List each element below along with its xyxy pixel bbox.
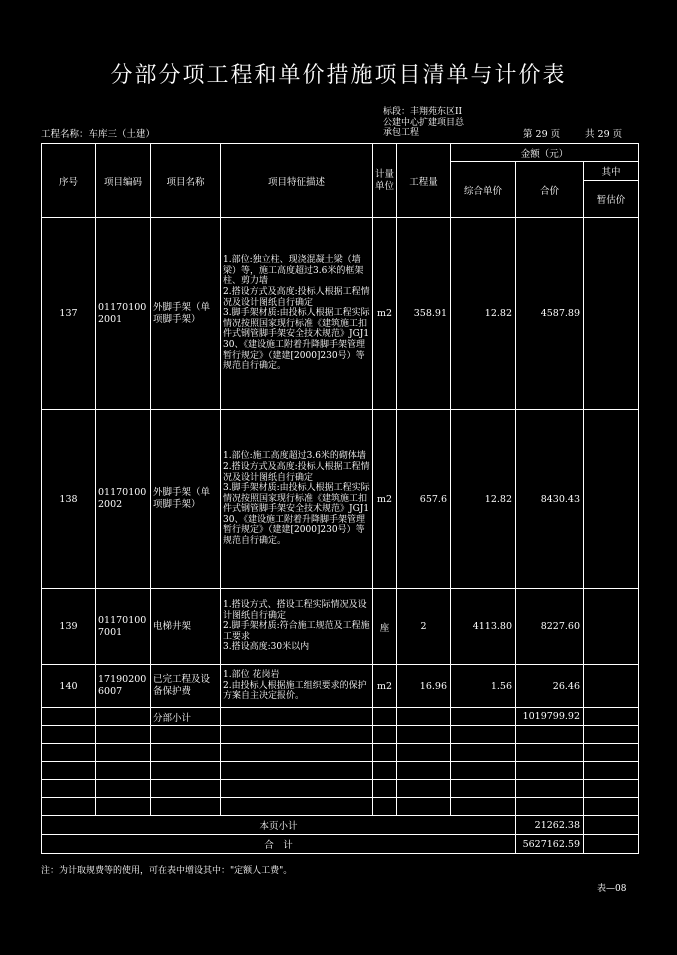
page-subtotal-value: 21262.38 bbox=[516, 816, 584, 835]
header-unit: 计量单位 bbox=[373, 144, 397, 218]
row-unit-price: 1.56 bbox=[451, 665, 516, 708]
table-row bbox=[42, 410, 639, 589]
page-subtotal-row bbox=[42, 816, 639, 835]
grand-total-label: 合 计 bbox=[42, 835, 516, 854]
row-unit: 座 bbox=[373, 589, 397, 665]
row-name: 外脚手架（单项脚手架） bbox=[151, 410, 221, 589]
header-total: 合价 bbox=[516, 162, 584, 218]
project-line-2: 公建中心扩建项目总 bbox=[383, 118, 465, 128]
empty-row bbox=[42, 780, 639, 798]
row-total: 4587.89 bbox=[516, 218, 584, 410]
header-unit-price: 综合单价 bbox=[451, 162, 516, 218]
header-name: 项目名称 bbox=[151, 144, 221, 218]
header-amount: 金额（元） bbox=[451, 144, 639, 162]
row-unit-price: 12.82 bbox=[451, 218, 516, 410]
row-provisional bbox=[584, 218, 639, 410]
row-name: 外脚手架（单项脚手架） bbox=[151, 218, 221, 410]
row-feature: 1.搭设方式、搭设工程实际情况及设计图纸自行确定 2.脚手架材质:符合施工规范及工程施工要求 3.搭设高度:30米以内 bbox=[221, 589, 373, 665]
empty-row bbox=[42, 744, 639, 762]
empty-row bbox=[42, 726, 639, 744]
row-feature: 1.部位:独立柱、现浇混凝土梁（墙梁）等，施工高度超过3.6米的框架柱、剪力墙 2.搭设方式及高度:投标人根据工程情况及设计图纸自行确定 3.脚手架材质:由投标人根据工程实际情况按照国家现行标准《建筑施工扣件式钢管脚手架安全技术规范》JGJ130、《建设施工附着升降脚手架管理暂行规定》（建建[2000]230号）等规范自行确定。 bbox=[221, 218, 373, 410]
project-line-1: 标段：丰翔苑东区II bbox=[383, 107, 463, 117]
header-code: 项目编码 bbox=[96, 144, 151, 218]
row-name: 已完工程及设备保护费 bbox=[151, 665, 221, 708]
table-row bbox=[42, 665, 639, 708]
row-total: 26.46 bbox=[516, 665, 584, 708]
row-provisional bbox=[584, 589, 639, 665]
row-seq: 138 bbox=[42, 410, 96, 589]
row-seq: 139 bbox=[42, 589, 96, 665]
subtotal-total: 1019799.92 bbox=[516, 708, 584, 726]
footnote: 注：为计取规费等的使用，可在表中增设其中："定额人工费"。 bbox=[41, 866, 293, 876]
total-pages: 共 29 页 bbox=[585, 129, 623, 140]
header-seq: 序号 bbox=[42, 144, 96, 218]
row-feature: 1.部位 花岗岩 2.由投标人根据施工组织要求的保护方案自主决定报价。 bbox=[221, 665, 373, 708]
row-qty: 16.96 bbox=[397, 665, 451, 708]
row-qty: 2 bbox=[397, 589, 451, 665]
form-code: 表—08 bbox=[597, 884, 627, 894]
row-unit-price: 12.82 bbox=[451, 410, 516, 589]
header-provisional: 暂估价 bbox=[584, 181, 639, 218]
header-qty: 工程量 bbox=[397, 144, 451, 218]
row-provisional bbox=[584, 410, 639, 589]
project-name-label: 工程名称：车库三（土建） bbox=[41, 129, 156, 140]
row-unit: m2 bbox=[373, 665, 397, 708]
row-code: 011701007001 bbox=[96, 589, 151, 665]
row-qty: 358.91 bbox=[397, 218, 451, 410]
empty-row bbox=[42, 762, 639, 780]
header-of-which: 其中 bbox=[584, 162, 639, 181]
project-line-3: 承包工程 bbox=[383, 128, 420, 138]
row-total: 8227.60 bbox=[516, 589, 584, 665]
table-row bbox=[42, 589, 639, 665]
row-total: 8430.43 bbox=[516, 410, 584, 589]
empty-row bbox=[42, 798, 639, 816]
row-unit: m2 bbox=[373, 410, 397, 589]
row-seq: 140 bbox=[42, 665, 96, 708]
grand-total-row bbox=[42, 835, 639, 854]
row-code: 011701002002 bbox=[96, 410, 151, 589]
row-seq: 137 bbox=[42, 218, 96, 410]
subtotal-row bbox=[42, 708, 639, 726]
row-unit: m2 bbox=[373, 218, 397, 410]
table-row bbox=[42, 218, 639, 410]
grand-total-value: 5627162.59 bbox=[516, 835, 584, 854]
page-subtotal-label: 本页小计 bbox=[42, 816, 516, 835]
row-feature: 1.部位:施工高度超过3.6米的砌体墙 2.搭设方式及高度:投标人根据工程情况及设计图纸自行确定 3.脚手架材质:由投标人根据工程实际情况按照国家现行标准《建筑施工扣件式钢管脚手架安全技术规范》JGJ130、《建设施工附着升降脚手架管理暂行规定》（建建[2000]230号）等规范自行确定。 bbox=[221, 410, 373, 589]
row-code: 011701002001 bbox=[96, 218, 151, 410]
page-number: 第 29 页 bbox=[523, 129, 561, 140]
pricing-table bbox=[41, 143, 639, 854]
page-title: 分部分项工程和单价措施项目清单与计价表 bbox=[110, 63, 567, 88]
row-qty: 657.6 bbox=[397, 410, 451, 589]
row-provisional bbox=[584, 665, 639, 708]
row-code: 171902006007 bbox=[96, 665, 151, 708]
subtotal-label: 分部小计 bbox=[151, 708, 221, 726]
header-feature: 项目特征描述 bbox=[221, 144, 373, 218]
row-name: 电梯井架 bbox=[151, 589, 221, 665]
row-unit-price: 4113.80 bbox=[451, 589, 516, 665]
